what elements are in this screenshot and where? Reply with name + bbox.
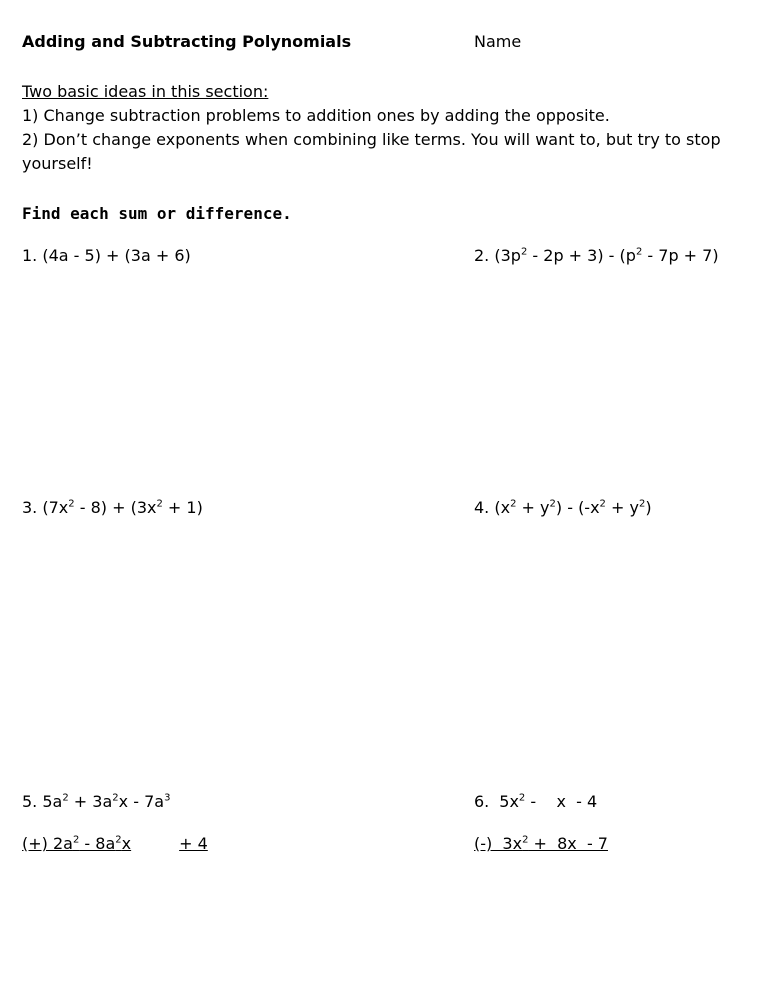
problem-expression: $5a^2 + 3a^2x - 7a^3$ [42, 792, 171, 811]
problem-5-top [22, 792, 170, 811]
intro-heading: Two basic ideas in this section: [22, 82, 269, 101]
problem-expression: $(3p^2 - 2p + 3) - (p^2 - 7p + 7)$ [494, 246, 719, 265]
problem-2 [474, 246, 719, 265]
name-label: Name [474, 32, 522, 51]
problem-expression: $(x^2 + y^2) - (-x^2 + y^2)$ [494, 498, 652, 517]
idea-2-line-2: yourself! [22, 154, 93, 173]
problem-number: 5. [22, 792, 38, 811]
idea-1: 1) Change subtraction problems to addition ones by adding the opposite. [22, 106, 610, 125]
problem-number: 3. [22, 498, 38, 517]
problem-6-top [474, 792, 597, 811]
problem-6-bottom: (-) $3x^2 + 8x - 7$ [474, 834, 608, 853]
problem-5-bottom: (+) $2a^2 - 8a^2x + 4$ [22, 834, 208, 853]
problem-number: 1. [22, 246, 38, 265]
problem-number: 6. [474, 792, 490, 811]
problem-expression: $5x^2$ - x - 4 [499, 792, 598, 811]
problem-4 [474, 498, 652, 517]
problem-number: 4. [474, 498, 490, 517]
instructions: Find each sum or difference. [22, 204, 292, 223]
problem-expression: (4a - 5) + (3a + 6) [42, 246, 191, 265]
page-title: Adding and Subtracting Polynomials [22, 32, 352, 51]
problem-1 [22, 246, 191, 265]
problem-expression: $(7x^2 - 8) + (3x^2 + 1)$ [42, 498, 203, 517]
idea-2-line-1: 2) Don’t change exponents when combining like terms. You will want to, but try to stop [22, 130, 721, 149]
problem-number: 2. [474, 246, 490, 265]
problem-3 [22, 498, 203, 517]
